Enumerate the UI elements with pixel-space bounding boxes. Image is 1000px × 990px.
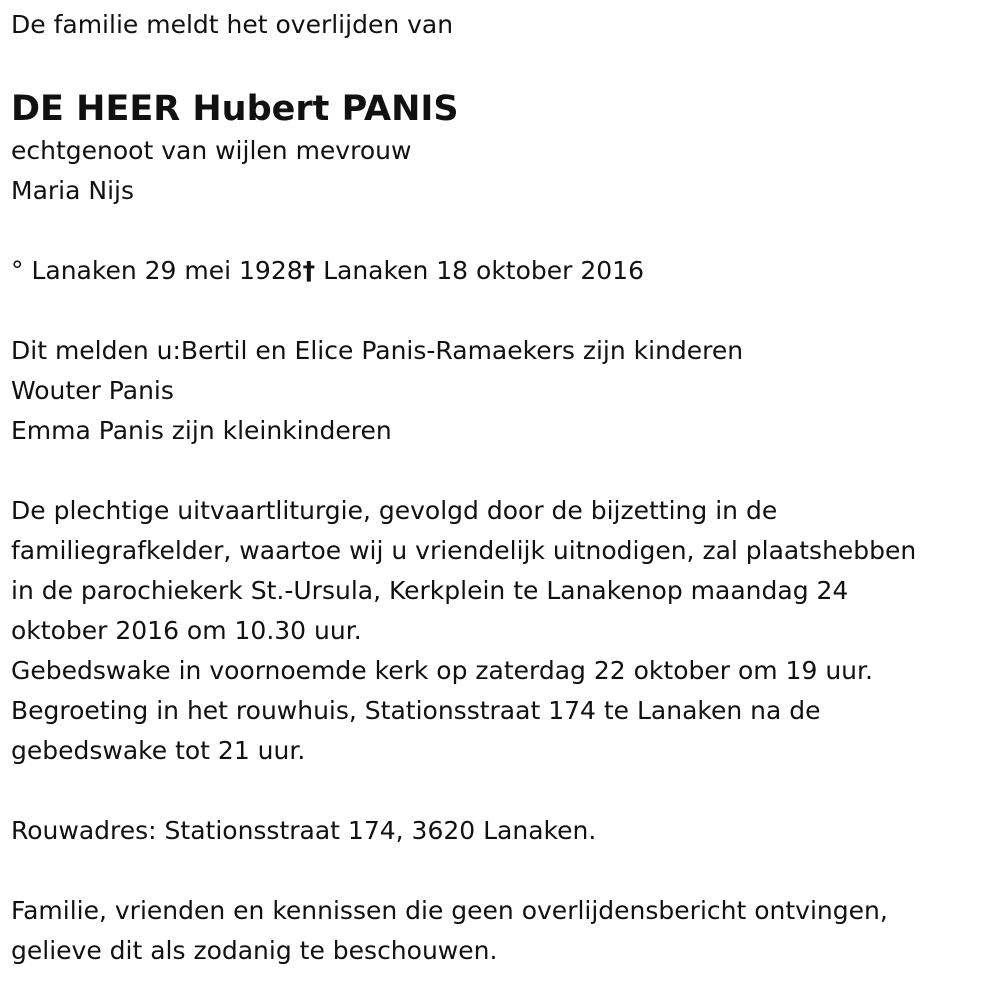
ceremony-line: in de parochiekerk St.-Ursula, Kerkplein te Lanakenop maandag 24 <box>11 576 849 605</box>
death-date: Lanaken 18 oktober 2016 <box>323 256 644 285</box>
dates-line <box>11 251 986 291</box>
closing-line: gelieve dit als zodanig te beschouwen. <box>11 936 498 965</box>
family-line: Emma Panis zijn kleinkinderen <box>11 416 392 445</box>
family-line: Dit melden u:Bertil en Elice Panis-Ramaekers zijn kinderen <box>11 336 744 365</box>
ceremony-line: oktober 2016 om 10.30 uur. <box>11 616 362 645</box>
deceased-name: DE HEER Hubert PANIS <box>11 89 459 129</box>
birth-symbol: ° <box>11 256 24 285</box>
birth-date: Lanaken 29 mei 1928 <box>31 256 303 285</box>
ceremony-line: familiegrafkelder, waartoe wij u vriendelijk uitnodigen, zal plaatshebben <box>11 536 917 565</box>
family-line: Wouter Panis <box>11 376 174 405</box>
spouse-line-1: echtgenoot van wijlen mevrouw <box>11 136 412 165</box>
closing-line: Familie, vrienden en kennissen die geen overlijdensbericht ontvingen, <box>11 896 888 925</box>
spouse-line-2: Maria Nijs <box>11 176 134 205</box>
family-section <box>11 331 986 451</box>
death-notice <box>11 0 986 971</box>
ceremony-line: gebedswake tot 21 uur. <box>11 736 306 765</box>
ceremony-line: De plechtige uitvaartliturgie, gevolgd door de bijzetting in de <box>11 496 778 525</box>
cross-icon: † <box>302 256 316 285</box>
ceremony-line: Begroeting in het rouwhuis, Stationsstraat 174 te Lanaken na de <box>11 696 821 725</box>
intro-text: De familie meldt het overlijden van <box>11 10 454 39</box>
ceremony-line: Gebedswake in voornoemde kerk op zaterdag 22 oktober om 19 uur. <box>11 656 873 685</box>
mourning-address: Rouwadres: Stationsstraat 174, 3620 Lanaken. <box>11 816 597 845</box>
closing-section <box>11 891 986 971</box>
ceremony-section <box>11 491 986 771</box>
